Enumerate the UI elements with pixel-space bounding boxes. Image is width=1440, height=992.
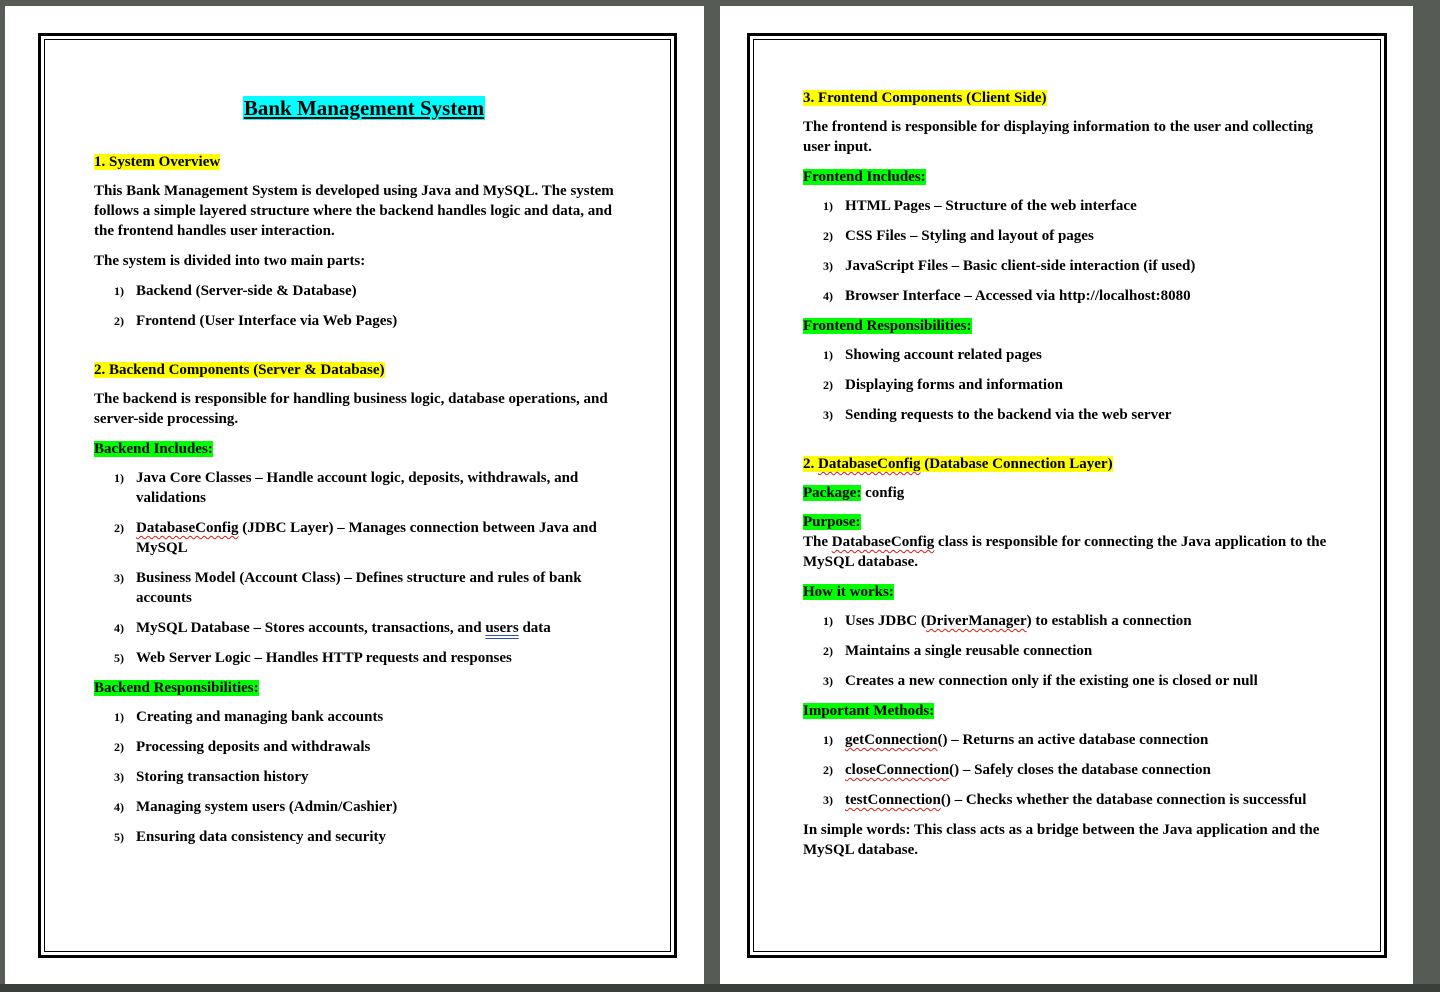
page-1-content	[94, 94, 634, 857]
backend-includes-list	[94, 468, 634, 668]
spellcheck-word: testConnection	[845, 792, 941, 808]
list-item: 5) Ensuring data consistency and security	[114, 829, 387, 845]
subheading-backend-responsibilities: Backend Responsibilities:	[94, 680, 259, 696]
list-item: 4) Managing system users (Admin/Cashier)	[114, 799, 398, 815]
how-it-works-list	[803, 611, 1343, 691]
spellcheck-word: DatabaseConfig	[831, 534, 935, 550]
frontend-includes-list	[803, 196, 1343, 306]
methods-list	[803, 730, 1343, 810]
list-item: 2) closeConnection() – Safely closes the database connection	[823, 762, 1211, 778]
paragraph: This Bank Management System is developed using Java and MySQL. The system follows a simple layered structure where the backend handles logic and data, and the frontend handles user interaction.	[94, 183, 614, 239]
subheading-frontend-responsibilities: Frontend Responsibilities:	[803, 318, 972, 334]
spellcheck-word: DatabaseConfig	[136, 520, 239, 536]
list-item: 3) testConnection() – Checks whether the database connection is successful	[823, 792, 1307, 808]
section-heading-databaseconfig: 2. DatabaseConfig (Database Connection Layer)	[803, 456, 1113, 472]
list-item: 2) Displaying forms and information	[823, 377, 1063, 393]
spellcheck-word: DatabaseConfig	[818, 456, 921, 472]
section-heading-frontend: 3. Frontend Components (Client Side)	[803, 90, 1047, 106]
spellcheck-word: DriverManager	[925, 613, 1027, 629]
list-item: 3) Business Model (Account Class) – Defines structure and rules of bank accounts	[114, 570, 582, 606]
paragraph: The DatabaseConfig class is responsible for connecting the Java application to the MySQL database.	[803, 534, 1327, 570]
package-line: Package: config	[803, 485, 905, 501]
paragraph: The system is divided into two main parts:	[94, 253, 366, 269]
document-page-2	[720, 6, 1413, 984]
list-item: 2) Maintains a single reusable connection	[823, 643, 1093, 659]
list-item: 1) Backend (Server-side & Database)	[114, 283, 357, 299]
list-item: 1) Showing account related pages	[823, 347, 1042, 363]
list-item: 2) Frontend (User Interface via Web Pages)	[114, 313, 398, 329]
list-item: 2) Processing deposits and withdrawals	[114, 739, 371, 755]
list-item: 2) DatabaseConfig (JDBC Layer) – Manages connection between Java and MySQL	[114, 520, 597, 556]
list-item: 4) Browser Interface – Accessed via http://localhost:8080	[823, 288, 1191, 304]
list-item: 1) Java Core Classes – Handle account logic, deposits, withdrawals, and validations	[114, 470, 579, 506]
parts-list	[94, 281, 634, 331]
summary-paragraph: In simple words: This class acts as a bridge between the Java application and the MySQL database.	[803, 822, 1320, 858]
list-item: 3) Creates a new connection only if the existing one is closed or null	[823, 673, 1258, 689]
subheading-frontend-includes: Frontend Includes:	[803, 169, 926, 185]
document-title: Bank Management System	[243, 96, 485, 120]
page-2-content	[803, 88, 1343, 870]
list-item: 3) Sending requests to the backend via the web server	[823, 407, 1172, 423]
subheading-important-methods: Important Methods:	[803, 703, 935, 719]
subheading-how-it-works: How it works:	[803, 584, 894, 600]
list-item: 5) Web Server Logic – Handles HTTP requests and responses	[114, 650, 512, 666]
list-item: 3) Storing transaction history	[114, 769, 309, 785]
backend-responsibilities-list	[94, 707, 634, 847]
section-heading-backend: 2. Backend Components (Server & Database)	[94, 362, 385, 378]
section-heading-system-overview: 1. System Overview	[94, 154, 221, 170]
grammar-mark-word: users	[485, 620, 519, 636]
list-item: 1) Uses JDBC (DriverManager) to establish a connection	[823, 613, 1192, 629]
purpose-label: Purpose:	[803, 514, 861, 530]
paragraph: The backend is responsible for handling business logic, database operations, and server-side processing.	[94, 391, 608, 427]
subheading-backend-includes: Backend Includes:	[94, 441, 213, 457]
spellcheck-word: closeConnection	[845, 762, 950, 778]
document-page-1	[5, 6, 704, 984]
list-item: 4) MySQL Database – Stores accounts, transactions, and users data	[114, 620, 551, 636]
list-item: 2) CSS Files – Styling and layout of pages	[823, 228, 1094, 244]
list-item: 3) JavaScript Files – Basic client-side interaction (if used)	[823, 258, 1196, 274]
list-item: 1) getConnection() – Returns an active database connection	[823, 732, 1209, 748]
list-item: 1) HTML Pages – Structure of the web interface	[823, 198, 1137, 214]
window-bottom-edge	[0, 984, 1440, 992]
list-item: 1) Creating and managing bank accounts	[114, 709, 384, 725]
spellcheck-word: getConnection	[845, 732, 938, 748]
paragraph: The frontend is responsible for displaying information to the user and collecting user input.	[803, 119, 1314, 155]
frontend-responsibilities-list	[803, 345, 1343, 425]
